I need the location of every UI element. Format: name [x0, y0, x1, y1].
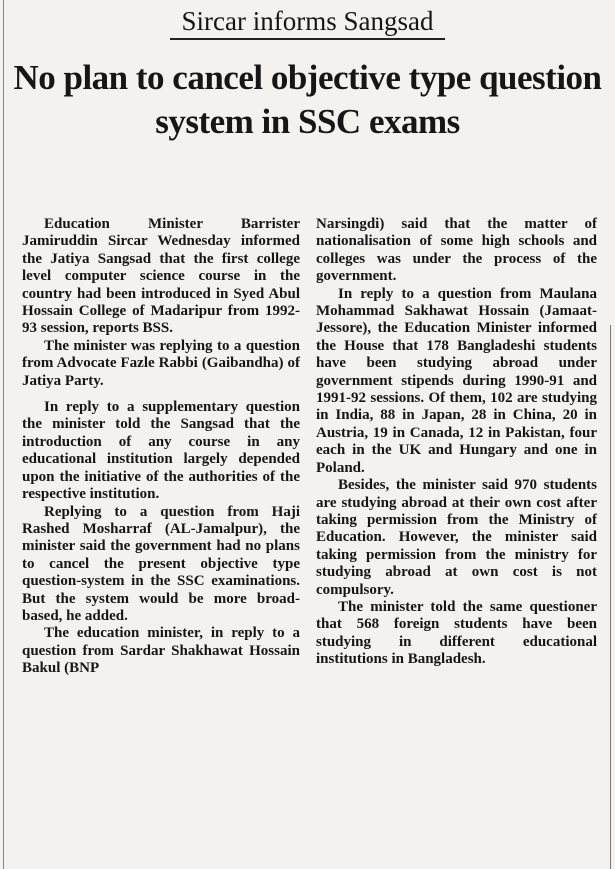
paragraph: Education Minister Barrister Jamiruddin Sircar Wednesday informed the Jatiya Sangsad that the first college level computer science course in the country had been introduced in Syed Abul Hossain College of Madaripur from 1992-93 session, reports BSS.	[22, 216, 300, 337]
main-headline: No plan to cancel objective type question system in SSC exams	[13, 58, 602, 141]
article-column-right	[316, 216, 597, 669]
paragraph: The minister told the same questioner that 568 foreign students have been studying in different educational institutions in Bangladesh.	[316, 598, 597, 668]
column-rule-left	[3, 0, 4, 869]
kicker-container	[0, 4, 615, 40]
paragraph: Besides, the minister said 970 students are studying abroad at their own cost after taking permission from the Ministry of Education. However, the minister said taking permission from the ministry for studying abroad at own cost is not compulsory.	[316, 477, 597, 598]
kicker-headline: Sircar informs Sangsad	[170, 4, 446, 40]
paragraph: In reply to a question from Maulana Mohammad Sakhawat Hossain (Jamaat-Jessore), the Education Minister informed the House that 178 Bangladeshi students have been studying abroad under government stipends during 1990-91 and 1991-92 sessions. Of them, 102 are studying in India, 88 in Japan, 28 in China, 20 in Austria, 19 in Canada, 12 in Pakistan, four each in the UK and Hungary and one in Poland.	[316, 285, 597, 476]
paragraph: Replying to a question from Haji Rashed Mosharraf (AL-Jamalpur), the minister said the government had no plans to cancel the present objective type question-system in the SSC examinations. But the system would be more broad-based, he added.	[22, 503, 300, 624]
paragraph: Narsingdi) said that the matter of nationalisation of some high schools and colleges was under the process of the government.	[316, 216, 597, 285]
paragraph: The education minister, in reply to a question from Sardar Shakhawat Hossain Bakul (BNP	[22, 625, 300, 677]
paragraph: The minister was replying to a question from Advocate Fazle Rabbi (Gaibandha) of Jatiya Party.	[22, 337, 300, 389]
paragraph: In reply to a supplementary question the minister told the Sangsad that the introduction of any course in any educational institution largely depended upon the initiative of the authorities of the respective institution.	[22, 399, 300, 503]
column-rule-right	[610, 325, 611, 869]
article-column-left	[22, 216, 300, 678]
